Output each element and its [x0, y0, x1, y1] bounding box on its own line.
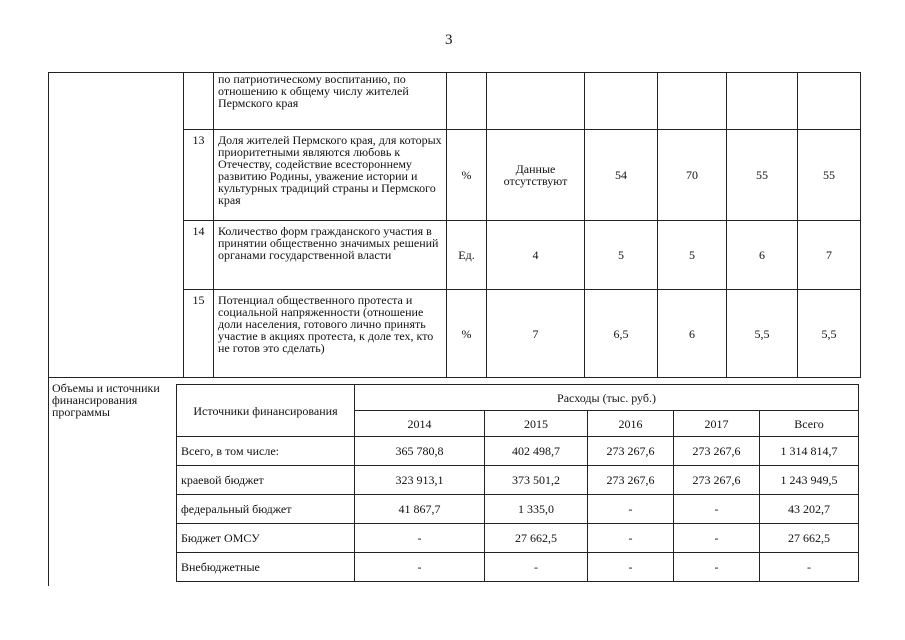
source-name: краевой бюджет	[177, 466, 355, 495]
row-number: 14	[184, 221, 214, 290]
source-name: Всего, в том числе:	[177, 437, 355, 466]
table-row	[177, 524, 859, 553]
amount-cell: -	[485, 553, 588, 582]
value-cell: 6	[727, 221, 798, 290]
amount-cell: 402 498,7	[485, 437, 588, 466]
amount-cell: 373 501,2	[485, 466, 588, 495]
table-row	[177, 385, 859, 411]
finance-table	[176, 384, 859, 582]
value-cell: 5,5	[727, 290, 798, 378]
table-row	[177, 466, 859, 495]
indicator-unit: %	[447, 290, 487, 378]
value-cell	[798, 73, 861, 130]
indicator-name: Потенциал общественного протеста и социальной напряженности (отношение доли населения, готового лично принять участие в акциях протеста, к доле тех, кто не готов это сделать)	[214, 290, 447, 378]
amount-cell: -	[588, 495, 674, 524]
row-number: 13	[184, 130, 214, 221]
amount-cell: -	[674, 495, 760, 524]
year-header: 2016	[588, 411, 674, 437]
value-cell: 4	[487, 221, 585, 290]
row-number: 15	[184, 290, 214, 378]
amount-cell: -	[760, 553, 859, 582]
amount-cell: 273 267,6	[674, 466, 760, 495]
year-header: 2014	[355, 411, 485, 437]
table-row	[49, 73, 861, 130]
finance-section-label-cell	[48, 377, 177, 586]
page-number: 3	[445, 32, 453, 48]
value-cell: 7	[798, 221, 861, 290]
indicator-name: Доля жителей Пермского края, для которых приоритетными являются любовь к Отечеству, содействие всестороннему развитию Родины, уважение истории и культурных традиций страны и Пермского края	[214, 130, 447, 221]
value-cell: 5,5	[798, 290, 861, 378]
source-name: Бюджет ОМСУ	[177, 524, 355, 553]
amount-cell: 41 867,7	[355, 495, 485, 524]
total-header: Всего	[760, 411, 859, 437]
value-cell: 6,5	[585, 290, 658, 378]
amount-cell: 1 314 814,7	[760, 437, 859, 466]
value-cell: 55	[798, 130, 861, 221]
value-cell	[658, 73, 727, 130]
left-blank-cell	[49, 73, 184, 378]
amount-cell: 273 267,6	[588, 466, 674, 495]
value-cell: 54	[585, 130, 658, 221]
table-row	[177, 495, 859, 524]
amount-cell: -	[588, 553, 674, 582]
sources-header: Источники финансирования	[177, 385, 355, 437]
amount-cell: 365 780,8	[355, 437, 485, 466]
indicators-table	[48, 72, 861, 378]
row-number	[184, 73, 214, 130]
indicator-unit	[447, 73, 487, 130]
table-row	[177, 437, 859, 466]
amount-cell: 1 335,0	[485, 495, 588, 524]
value-cell: 70	[658, 130, 727, 221]
value-cell: Данные отсутствуют	[487, 130, 585, 221]
indicator-unit: %	[447, 130, 487, 221]
indicator-unit: Ед.	[447, 221, 487, 290]
value-cell: 7	[487, 290, 585, 378]
amount-cell: 27 662,5	[760, 524, 859, 553]
indicator-name: по патриотическому воспитанию, по отношению к общему числу жителей Пермского края	[214, 73, 447, 130]
year-header: 2015	[485, 411, 588, 437]
year-header: 2017	[674, 411, 760, 437]
amount-cell: 273 267,6	[588, 437, 674, 466]
value-cell	[487, 73, 585, 130]
value-cell: 6	[658, 290, 727, 378]
amount-cell: 43 202,7	[760, 495, 859, 524]
value-cell	[727, 73, 798, 130]
amount-cell: -	[674, 524, 760, 553]
amount-cell: 323 913,1	[355, 466, 485, 495]
source-name: Внебюджетные	[177, 553, 355, 582]
amount-cell: -	[674, 553, 760, 582]
indicator-name: Количество форм гражданского участия в принятии общественно значимых решений органами государственной власти	[214, 221, 447, 290]
finance-section-label: Объемы и источники финансирования программы	[52, 381, 160, 419]
amount-cell: -	[355, 553, 485, 582]
expenses-header: Расходы (тыс. руб.)	[355, 385, 859, 411]
source-name: федеральный бюджет	[177, 495, 355, 524]
amount-cell: 273 267,6	[674, 437, 760, 466]
value-cell: 55	[727, 130, 798, 221]
amount-cell: 1 243 949,5	[760, 466, 859, 495]
amount-cell: -	[588, 524, 674, 553]
value-cell	[585, 73, 658, 130]
table-row	[177, 553, 859, 582]
amount-cell: -	[355, 524, 485, 553]
value-cell: 5	[658, 221, 727, 290]
amount-cell: 27 662,5	[485, 524, 588, 553]
value-cell: 5	[585, 221, 658, 290]
